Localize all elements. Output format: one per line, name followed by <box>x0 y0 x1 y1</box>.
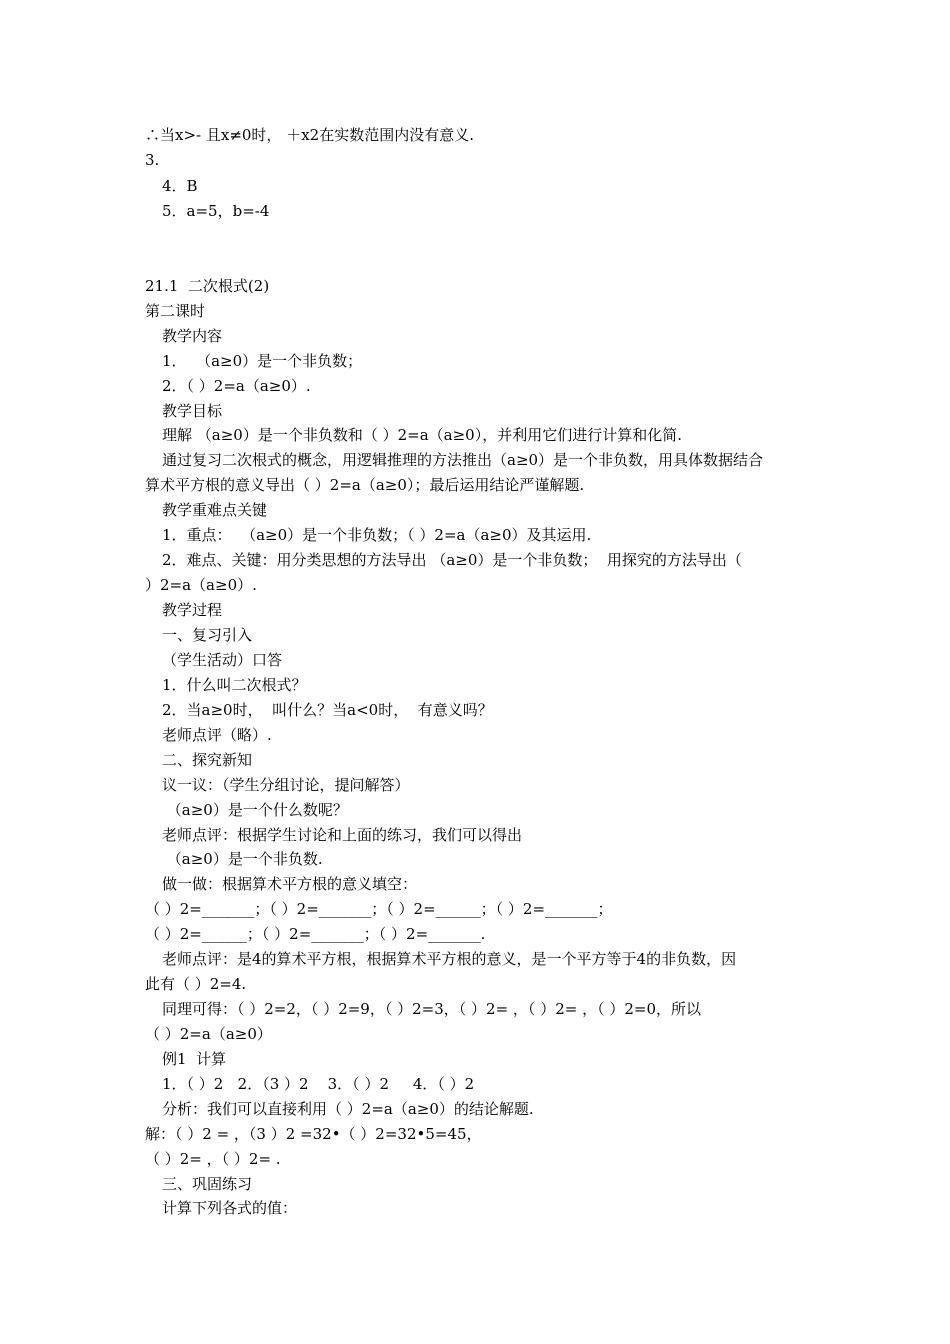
text-line: 解：（ ）2 = ，（3 ）2 =32•（ ）2=32•5=45， <box>145 1125 482 1143</box>
text-line: 3. <box>145 151 160 169</box>
text-line: ）2=a（a≥0）. <box>145 576 257 594</box>
text-line: （ ）2=______；（ ）2=_______；（ ）2=_______. <box>145 925 486 943</box>
text-line: 计算下列各式的值： <box>162 1199 298 1217</box>
text-line: 老师点评：是4的算术平方根，根据算术平方根的意义，是一个平方等于4的非负数，因 <box>162 950 737 968</box>
text-line: 教学过程 <box>162 601 223 619</box>
text-line: 理解 （a≥0）是一个非负数和（ ）2=a（a≥0），并利用它们进行计算和化简. <box>162 426 682 444</box>
text-line: 例1 计算 <box>162 1050 227 1068</box>
text-line: 老师点评（略）. <box>162 726 272 744</box>
text-line: 1． （a≥0）是一个非负数； <box>162 352 363 370</box>
text-line: （a≥0）是一个非负数. <box>162 850 323 868</box>
section-heading: 21.1 二次根式(2) <box>145 277 270 295</box>
text-line: 1．（ ）2 2．（3 ）2 3．（ ）2 4．（ ）2 <box>162 1075 475 1093</box>
text-line: 2．当a≥0时， 叫什么？当a<0时， 有意义吗？ <box>162 701 493 719</box>
text-line: 1．什么叫二次根式？ <box>162 676 307 694</box>
text-line: 一、复习引入 <box>162 626 253 644</box>
text-line: 三、巩固练习 <box>162 1175 253 1193</box>
text-line: ∴当x>- 且x≠0时， ＋x2在实数范围内没有意义. <box>145 126 474 144</box>
text-line: 分析：我们可以直接利用（ ）2=a（a≥0）的结论解题. <box>162 1100 534 1118</box>
text-line: 5．a=5，b=-4 <box>162 202 270 220</box>
text-line: 二、探究新知 <box>162 751 253 769</box>
text-line: （学生活动）口答 <box>162 651 283 669</box>
text-line: 此有（ ）2=4. <box>145 975 247 993</box>
text-line: （a≥0）是一个什么数呢？ <box>162 801 348 819</box>
text-line: 老师点评：根据学生讨论和上面的练习，我们可以得出 <box>162 826 523 844</box>
text-line: 教学目标 <box>162 402 223 420</box>
text-line: （ ）2= ，（ ）2= . <box>145 1150 281 1168</box>
text-line: 2．难点、关键：用分类思想的方法导出 （a≥0）是一个非负数； 用探究的方法导出（ <box>162 551 742 569</box>
text-line: 做一做：根据算术平方根的意义填空： <box>162 875 418 893</box>
text-line: 第二课时 <box>145 302 206 320</box>
text-line: 4．B <box>162 177 198 195</box>
text-line: 教学内容 <box>162 327 223 345</box>
text-line: 通过复习二次根式的概念，用逻辑推理的方法推出（a≥0）是一个非负数，用具体数据结合 <box>162 451 764 469</box>
text-line: 算术平方根的意义导出（ ）2=a（a≥0）；最后运用结论严谨解题. <box>145 476 585 494</box>
text-line: 教学重难点关键 <box>162 501 268 519</box>
text-line: 同理可得：（ ）2=2，（ ）2=9，（ ）2=3，（ ）2= ，（ ）2= ，（ ）2=0，所以 <box>162 1000 701 1018</box>
text-line: 1．重点： （a≥0）是一个非负数；（ ）2=a（a≥0）及其运用. <box>162 526 592 544</box>
text-line: （ ）2=a（a≥0） <box>145 1025 272 1043</box>
text-line: （ ）2=_______；（ ）2=_______；（ ）2=______；（ ）2=_______； <box>145 900 613 918</box>
text-line: 议一议：（学生分组讨论，提问解答） <box>162 776 410 794</box>
text-line: 2．（ ）2=a（a≥0）. <box>162 377 311 395</box>
